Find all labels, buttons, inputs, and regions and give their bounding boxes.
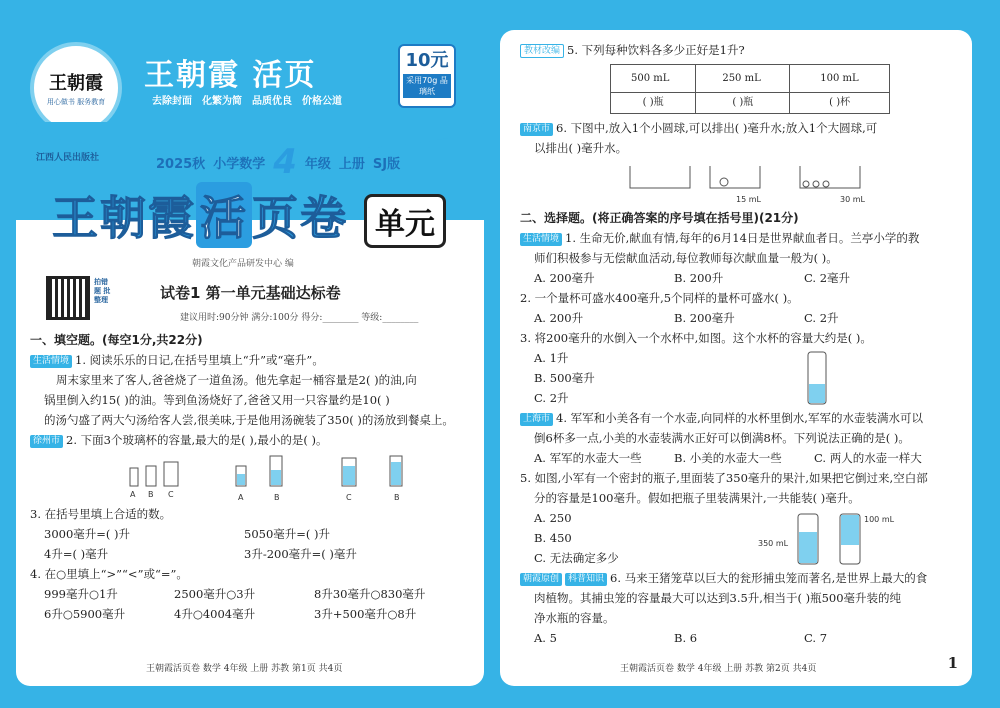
question-2: 徐州市 2. 下面3个玻璃杯的容量,最大的是( ),最小的是( )。 <box>30 430 476 450</box>
unit-label: 单元 <box>364 194 446 248</box>
test-info: 建议用时:90分钟 满分:100分 得分:________ 等级:________ <box>180 313 419 323</box>
left-questions: 一、填空题。(每空1分,共22分) 生活情境 1. 阅读乐乐的日记,在括号里填上“升”或“毫升”。 周末家里来了客人,爸爸烧了一道鱼汤。他先拿起一桶容量是2( )的油,向 锅里倒入约15( )的油。等到鱼汤烧好了,爸爸又用一只容量约是10( ) 的汤勺盛了两大勺汤给客人尝,很美味,于是他用汤碗装了350( )的汤放到餐桌上。 徐州市 2. 下面3个玻璃杯的容量,最大的是( ),最小的是( )。 A B C A B C B 3. 在括号里填上合适的数。 3000毫升=( )升 5050毫升=( )升 4升=( )毫升 3升-200毫升=( )毫升 4. 在○里填上“>”“<”或“=”。 999毫升○1升 2500毫升○3升 8升30毫升○830毫升 6升○5900毫升 4升○4004毫升 3升+500毫升○8升 <box>30 330 476 624</box>
slogans: 去除封面 化繁为简 品质优良 价格公道 <box>152 96 342 107</box>
left-footer: 王朝霞活页卷 数学 4年级 上册 苏教 第1页 共4页 <box>146 664 343 674</box>
svg-text:30 mL: 30 mL <box>840 195 865 204</box>
svg-text:350 mL: 350 mL <box>758 539 789 548</box>
question-6: 南京市 6. 下图中,放入1个小圆球,可以排出( )毫升水;放入1个大圆球,可 <box>520 118 960 138</box>
svg-text:B: B <box>394 493 400 502</box>
qr-caption: 拍错题 批整理 <box>94 278 111 304</box>
water-tanks-icon <box>520 158 960 208</box>
section-1-title: 一、填空题。(每空1分,共22分) <box>30 333 203 347</box>
price-badge: 10元 采用70g 晶璃纸 <box>398 44 456 108</box>
svg-text:C: C <box>346 493 352 502</box>
question-5: 教材改编 5. 下列每种饮料各多少正好是1升? <box>520 40 960 60</box>
question-3: 3. 在括号里填上合适的数。 <box>30 507 172 521</box>
svg-text:100 mL: 100 mL <box>864 515 895 524</box>
choice-2: 2. 一个量杯可盛水400毫升,5个同样的量杯可盛水( )。 <box>520 291 799 305</box>
right-questions: 教材改编 5. 下列每种饮料各多少正好是1升? 500 mL 250 mL 100 mL ( )瓶 ( )瓶 ( )杯 南京市 6. 下图中,放入1个小圆球,可以排出( )毫升水;放入1个大圆球,可 以排出( )毫升水。 15 mL 30 mL 二、选择题。(将正确答案的序号填在括号里)(21分) 生活情境 1. 生命无价,献血有情,每年的6月14日是世界献血者日。兰亭小学的教 师们积极参与无偿献血活动,每位教师每次献血量一般为( )。 A. 200毫升 B. 200升 C. 2毫升 2. 一个量杯可盛水400毫升,5个同样的量杯可盛水( )。 A. 200升 B. 200毫升 C. 2升 3. 将200毫升的水倒入一个水杯中,如图。这个水杯的容量大约是( )。 A. 1升 B. 500毫升 C. 2升 上海市 4. 军军和小美各有一个水壶,向同样的水杯里倒水,军军的水壶装满水可以 倒6杯多一点,小美的水壶装满水正好可以倒满8杯。下列说法正确的是( )。 A. 军军的水壶大一些 B. 小美的水壶大一些 C. 两人的水壶一样大 5. 如图,小军有一个密封的瓶子,里面装了350毫升的果汁,如果把它倒过来,空白部 分的容量是100毫升。假如把瓶子里装满果汁,一共能装( )毫升。 A. 250 B. 450 C. 无法确定多少 350 mL 100 mL 朝霞原创 科普知识 6. 马来王猪笼草以巨大的瓮形捕虫笼而著名,是世界上最大的食 肉植物。其捕虫笼的容量最大可以达到3.5升,相当于( )瓶500毫升装的纯 净水瓶的容量。 A. 5 B. 6 C. 7 <box>520 40 960 648</box>
grade-line: 2025秋 小学数学 4 年级 上册 SJ版 <box>156 142 401 182</box>
test-title: 试卷1 第一单元基础达标卷 <box>160 284 341 302</box>
choice-3: 3. 将200毫升的水倒入一个水杯中,如图。这个水杯的容量大约是( )。 <box>520 331 872 345</box>
water-cup-icon <box>800 348 840 408</box>
question-1: 生活情境 1. 阅读乐乐的日记,在括号里填上“升”或“毫升”。 <box>30 350 476 370</box>
svg-text:B: B <box>274 493 280 502</box>
choice-4: 上海市 4. 军军和小美各有一个水壶,向同样的水杯里倒水,军军的水壶装满水可以 <box>520 408 960 428</box>
juice-bottle-icon <box>750 508 895 568</box>
water-tanks-figure <box>520 158 960 208</box>
glass-cups-figure <box>30 450 476 504</box>
qr-code-icon[interactable] <box>46 276 90 320</box>
choice-1: 生活情境 1. 生命无价,献血有情,每年的6月14日是世界献血者日。兰亭小学的教 <box>520 228 960 248</box>
main-title: 王朝霞活页卷 <box>52 182 348 248</box>
svg-text:15 mL: 15 mL <box>736 195 761 204</box>
editor: 朝霞文化产品研发中心 编 <box>192 259 294 269</box>
svg-text:C: C <box>168 490 174 499</box>
brand-seal: 王朝霞 用心做书 服务教育 <box>30 42 122 134</box>
choice-5: 5. 如图,小军有一个密封的瓶子,里面装了350毫升的果汁,如果把它倒过来,空白部 <box>520 471 928 485</box>
question-4: 4. 在○里填上“>”“<”或“=”。 <box>30 567 188 581</box>
svg-text:A: A <box>130 490 136 499</box>
svg-text:B: B <box>148 490 154 499</box>
glass-cups-icon <box>30 450 476 504</box>
beverage-table: 500 mL 250 mL 100 mL ( )瓶 ( )瓶 ( )杯 <box>610 64 890 114</box>
left-page <box>16 30 484 686</box>
brand-title: 王朝霞 活页 <box>144 58 317 93</box>
right-footer: 王朝霞活页卷 数学 4年级 上册 苏教 第2页 共4页 <box>620 664 817 674</box>
publisher: 江西人民出版社 <box>36 153 100 163</box>
page-number: 1 <box>947 654 958 672</box>
svg-text:A: A <box>238 493 244 502</box>
right-page <box>500 30 972 686</box>
choice-6: 朝霞原创 科普知识 6. 马来王猪笼草以巨大的瓮形捕虫笼而著名,是世界上最大的食 <box>520 568 960 588</box>
section-2-title: 二、选择题。(将正确答案的序号填在括号里)(21分) <box>520 211 799 225</box>
